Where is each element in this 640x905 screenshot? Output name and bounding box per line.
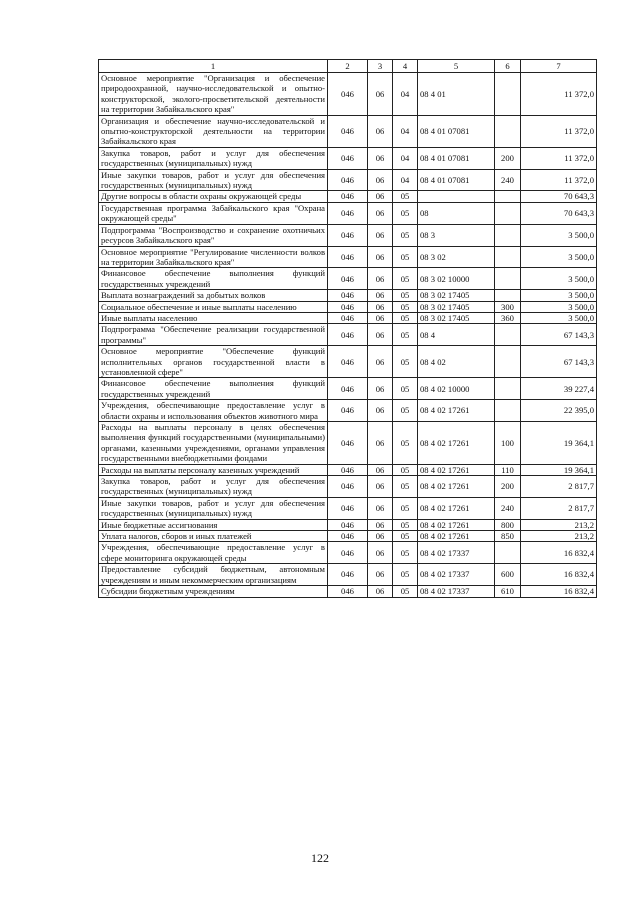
row-amount: 67 143,3 [521,346,597,378]
row-expense-type [495,202,521,224]
row-expense-type [495,115,521,147]
row-target-article: 08 4 01 07081 [418,147,495,169]
row-section: 06 [368,191,393,202]
row-section: 06 [368,422,393,465]
table-row [99,476,597,498]
row-target-article: 08 4 02 10000 [418,378,495,400]
row-amount: 2 817,7 [521,476,597,498]
row-admin-code: 046 [328,497,368,519]
row-description: Учреждения, обеспечивающие предоставление услуг в сфере мониторинга окружающей среды [99,542,328,564]
row-description: Подпрограмма "Обеспечение реализации государственной программы" [99,324,328,346]
table-row [99,346,597,378]
row-amount: 3 500,0 [521,224,597,246]
row-target-article: 08 3 02 17405 [418,312,495,323]
row-subsection: 05 [393,476,418,498]
row-expense-type: 200 [495,147,521,169]
row-target-article: 08 4 02 17261 [418,519,495,530]
row-description: Уплата налогов, сборов и иных платежей [99,531,328,542]
row-expense-type [495,400,521,422]
row-section: 06 [368,268,393,290]
table-row [99,400,597,422]
row-subsection: 05 [393,191,418,202]
row-admin-code: 046 [328,290,368,301]
row-subsection: 05 [393,290,418,301]
column-header: 7 [521,60,597,73]
row-section: 06 [368,73,393,116]
row-subsection: 05 [393,497,418,519]
row-section: 06 [368,202,393,224]
row-expense-type [495,224,521,246]
table-row [99,191,597,202]
row-description: Финансовое обеспечение выполнения функций государственных учреждений [99,378,328,400]
row-expense-type: 360 [495,312,521,323]
column-header: 1 [99,60,328,73]
row-admin-code: 046 [328,301,368,312]
row-expense-type: 200 [495,476,521,498]
table-row [99,586,597,597]
row-expense-type [495,246,521,268]
row-amount: 213,2 [521,531,597,542]
row-target-article: 08 4 02 17261 [418,497,495,519]
row-admin-code: 046 [328,586,368,597]
row-description: Иные закупки товаров, работ и услуг для обеспечения государственных (муниципальных) нужд [99,169,328,191]
row-target-article: 08 4 02 17337 [418,542,495,564]
row-target-article: 08 4 01 07081 [418,169,495,191]
row-section: 06 [368,476,393,498]
row-subsection: 04 [393,115,418,147]
row-target-article: 08 [418,202,495,224]
table-row [99,268,597,290]
row-subsection: 05 [393,542,418,564]
table-row [99,169,597,191]
row-expense-type: 800 [495,519,521,530]
row-subsection: 05 [393,268,418,290]
row-admin-code: 046 [328,324,368,346]
row-subsection: 05 [393,246,418,268]
row-expense-type: 240 [495,497,521,519]
row-description: Иные выплаты населению [99,312,328,323]
table-row [99,202,597,224]
row-amount: 11 372,0 [521,115,597,147]
row-section: 06 [368,246,393,268]
table-row [99,115,597,147]
column-header: 4 [393,60,418,73]
table-row [99,246,597,268]
row-amount: 16 832,4 [521,564,597,586]
row-admin-code: 046 [328,169,368,191]
row-description: Социальное обеспечение и иные выплаты населению [99,301,328,312]
row-admin-code: 046 [328,400,368,422]
table-row [99,542,597,564]
row-admin-code: 046 [328,202,368,224]
row-amount: 19 364,1 [521,422,597,465]
row-amount: 67 143,3 [521,324,597,346]
row-amount: 213,2 [521,519,597,530]
table-row [99,224,597,246]
row-admin-code: 046 [328,464,368,475]
row-amount: 2 817,7 [521,497,597,519]
row-description: Финансовое обеспечение выполнения функций государственных учреждений [99,268,328,290]
row-admin-code: 046 [328,115,368,147]
row-amount: 70 643,3 [521,202,597,224]
table-row [99,312,597,323]
row-target-article: 08 4 02 17261 [418,464,495,475]
row-amount: 70 643,3 [521,191,597,202]
row-subsection: 05 [393,378,418,400]
row-subsection: 05 [393,464,418,475]
column-header: 3 [368,60,393,73]
row-admin-code: 046 [328,346,368,378]
budget-table [98,59,597,598]
table-row [99,519,597,530]
row-description: Государственная программа Забайкальского края "Охрана окружающей среды" [99,202,328,224]
row-target-article: 08 3 02 17405 [418,290,495,301]
row-amount: 3 500,0 [521,290,597,301]
row-section: 06 [368,147,393,169]
row-description: Основное мероприятие "Регулирование численности волков на территории Забайкальского края" [99,246,328,268]
row-admin-code: 046 [328,476,368,498]
row-description: Другие вопросы в области охраны окружающей среды [99,191,328,202]
row-expense-type [495,324,521,346]
row-admin-code: 046 [328,519,368,530]
row-description: Предоставление субсидий бюджетным, автономным учреждениям и иным некоммерческим организациям [99,564,328,586]
table-header-row [99,60,597,73]
row-amount: 3 500,0 [521,246,597,268]
row-admin-code: 046 [328,312,368,323]
row-section: 06 [368,542,393,564]
row-expense-type: 610 [495,586,521,597]
row-admin-code: 046 [328,246,368,268]
row-description: Основное мероприятие "Обеспечение функций исполнительных органов государственной власти в установленной сфере" [99,346,328,378]
row-description: Организация и обеспечение научно-исследовательской и опытно-конструкторской деятельности на территории Забайкальского края [99,115,328,147]
row-subsection: 05 [393,422,418,465]
row-admin-code: 046 [328,378,368,400]
row-description: Выплата вознаграждений за добытых волков [99,290,328,301]
row-subsection: 05 [393,346,418,378]
page-number: 122 [311,851,329,865]
row-expense-type [495,191,521,202]
row-subsection: 05 [393,324,418,346]
row-expense-type: 100 [495,422,521,465]
row-description: Учреждения, обеспечивающие предоставление услуг в области охраны и использования объектов животного мира [99,400,328,422]
row-subsection: 05 [393,531,418,542]
row-section: 06 [368,115,393,147]
row-expense-type: 600 [495,564,521,586]
row-expense-type: 850 [495,531,521,542]
row-admin-code: 046 [328,147,368,169]
row-subsection: 04 [393,169,418,191]
row-section: 06 [368,497,393,519]
row-subsection: 05 [393,202,418,224]
row-target-article: 08 4 02 17261 [418,531,495,542]
row-amount: 11 372,0 [521,73,597,116]
row-expense-type: 300 [495,301,521,312]
row-target-article: 08 4 01 07081 [418,115,495,147]
row-expense-type: 110 [495,464,521,475]
table-row [99,290,597,301]
table-row [99,531,597,542]
row-admin-code: 046 [328,542,368,564]
row-amount: 3 500,0 [521,301,597,312]
row-section: 06 [368,531,393,542]
row-amount: 16 832,4 [521,586,597,597]
row-description: Расходы на выплаты персоналу в целях обеспечения выполнения функций государственными (муниципальными) органами, казенными учреждениями, органами управления государственными внебюджетными фондами [99,422,328,465]
row-description: Закупка товаров, работ и услуг для обеспечения государственных (муниципальных) нужд [99,147,328,169]
row-expense-type: 240 [495,169,521,191]
row-amount: 22 395,0 [521,400,597,422]
row-amount: 3 500,0 [521,268,597,290]
row-expense-type [495,346,521,378]
column-header: 5 [418,60,495,73]
row-admin-code: 046 [328,268,368,290]
row-section: 06 [368,586,393,597]
row-description: Основное мероприятие "Организация и обеспечение природоохранной, научно-исследовательской и опытно- конструкторской, эколого-просветительской деятельности на территории Забайкальского края" [99,73,328,116]
row-section: 06 [368,378,393,400]
row-description: Подпрограмма "Воспроизводство и сохранение охотничьих ресурсов Забайкальского края" [99,224,328,246]
row-section: 06 [368,564,393,586]
row-section: 06 [368,301,393,312]
row-subsection: 05 [393,400,418,422]
row-subsection: 04 [393,147,418,169]
row-subsection: 05 [393,301,418,312]
row-section: 06 [368,400,393,422]
row-target-article: 08 4 02 17261 [418,476,495,498]
row-target-article: 08 4 01 [418,73,495,116]
row-admin-code: 046 [328,531,368,542]
row-subsection: 05 [393,564,418,586]
row-target-article: 08 4 02 [418,346,495,378]
row-expense-type [495,290,521,301]
table-row [99,497,597,519]
row-admin-code: 046 [328,422,368,465]
row-section: 06 [368,346,393,378]
table-row [99,324,597,346]
row-description: Расходы на выплаты персоналу казенных учреждений [99,464,328,475]
table-row [99,564,597,586]
row-target-article: 08 3 [418,224,495,246]
row-subsection: 05 [393,312,418,323]
table-row [99,147,597,169]
row-subsection: 05 [393,519,418,530]
row-subsection: 05 [393,586,418,597]
row-subsection: 05 [393,224,418,246]
row-section: 06 [368,290,393,301]
row-section: 06 [368,312,393,323]
row-target-article: 08 3 02 17405 [418,301,495,312]
row-amount: 3 500,0 [521,312,597,323]
table-row [99,464,597,475]
row-description: Иные закупки товаров, работ и услуг для обеспечения государственных (муниципальных) нужд [99,497,328,519]
table-row [99,301,597,312]
table-row [99,378,597,400]
row-amount: 11 372,0 [521,147,597,169]
row-expense-type [495,73,521,116]
row-admin-code: 046 [328,191,368,202]
row-section: 06 [368,169,393,191]
row-target-article: 08 4 02 17337 [418,586,495,597]
column-header: 6 [495,60,521,73]
row-amount: 19 364,1 [521,464,597,475]
row-target-article: 08 4 [418,324,495,346]
row-description: Иные бюджетные ассигнования [99,519,328,530]
column-header: 2 [328,60,368,73]
row-subsection: 04 [393,73,418,116]
row-target-article: 08 4 02 17337 [418,564,495,586]
row-section: 06 [368,519,393,530]
row-section: 06 [368,224,393,246]
table-body [99,73,597,598]
table-row [99,73,597,116]
row-amount: 39 227,4 [521,378,597,400]
row-expense-type [495,542,521,564]
row-target-article: 08 3 02 [418,246,495,268]
row-description: Закупка товаров, работ и услуг для обеспечения государственных (муниципальных) нужд [99,476,328,498]
row-target-article: 08 4 02 17261 [418,422,495,465]
row-section: 06 [368,464,393,475]
table-row [99,422,597,465]
row-expense-type [495,268,521,290]
row-admin-code: 046 [328,564,368,586]
row-description: Субсидии бюджетным учреждениям [99,586,328,597]
row-amount: 11 372,0 [521,169,597,191]
row-section: 06 [368,324,393,346]
row-amount: 16 832,4 [521,542,597,564]
row-target-article: 08 3 02 10000 [418,268,495,290]
row-admin-code: 046 [328,224,368,246]
row-admin-code: 046 [328,73,368,116]
row-target-article: 08 4 02 17261 [418,400,495,422]
row-target-article [418,191,495,202]
row-expense-type [495,378,521,400]
